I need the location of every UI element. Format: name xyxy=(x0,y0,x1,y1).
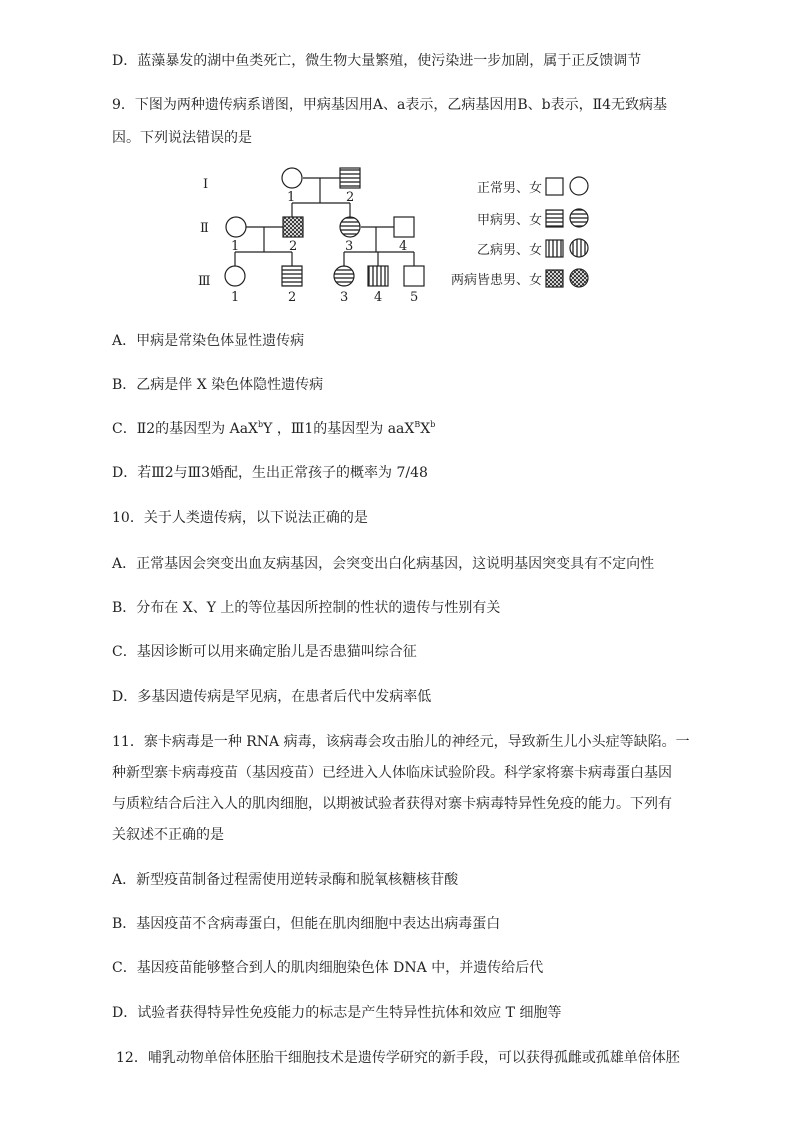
gen-label-2: Ⅱ xyxy=(200,221,209,236)
q11-option-b: B．基因疫苗不含病毒蛋白，但能在肌肉细胞中表达出病毒蛋白 xyxy=(112,916,501,932)
q10-stem: 10．关于人类遗传病，以下说法正确的是 xyxy=(112,510,368,526)
label-III-2: 2 xyxy=(288,290,297,305)
q11-stem-line-1: 11．寨卡病毒是一种 RNA 病毒，该病毒会攻击胎儿的神经元，导致新生儿小头症等缺陷。一 xyxy=(112,734,690,750)
legend-yi-female-icon xyxy=(570,239,588,257)
individual-III-3 xyxy=(334,266,354,286)
legend-normal-label: 正常男、女 xyxy=(476,181,542,196)
legend-yi-male-icon xyxy=(546,240,563,257)
q11-option-d: D．试验者获得特异性免疫能力的标志是产生特异性抗体和效应 T 细胞等 xyxy=(112,1005,562,1021)
individual-II-4 xyxy=(394,217,414,237)
legend-jia-male-icon xyxy=(546,210,563,227)
q10-option-c: C．基因诊断可以用来确定胎儿是否患猫叫综合征 xyxy=(112,644,417,660)
legend-both-female-icon xyxy=(570,269,588,287)
legend-both-label: 两病皆患男、女 xyxy=(450,273,542,288)
individual-I-1 xyxy=(282,168,302,188)
legend-normal-female-icon xyxy=(570,177,588,195)
individual-III-5 xyxy=(404,266,424,286)
q9-option-b: B．乙病是伴 X 染色体隐性遗传病 xyxy=(112,377,324,393)
pedigree-diagram xyxy=(195,160,605,310)
q10-option-d: D．多基因遗传病是罕见病，在患者后代中发病率低 xyxy=(112,689,432,705)
q11-option-a: A．新型疫苗制备过程需使用逆转录酶和脱氧核糖核苷酸 xyxy=(112,872,459,888)
q8-option-d: D．蓝藻暴发的湖中鱼类死亡，微生物大量繁殖，使污染进一步加剧，属于正反馈调节 xyxy=(112,53,642,69)
label-III-3: 3 xyxy=(340,290,349,305)
q9-stem-line-1: 9．下图为两种遗传病系谱图，甲病基因用A、a表示，乙病基因用B、b表示，Ⅱ4无致病基 xyxy=(112,97,668,113)
q9-option-d: D．若Ⅲ2与Ⅲ3婚配，生出正常孩子的概率为 7/48 xyxy=(112,465,428,481)
label-III-1: 1 xyxy=(231,290,240,305)
q11-stem-line-4: 关叙述不正确的是 xyxy=(112,827,224,843)
gen-label-3: Ⅲ xyxy=(198,274,211,289)
label-I-1: 1 xyxy=(287,190,296,205)
q11-stem-line-3: 与质粒结合后注入人的肌肉细胞，以期被试验者获得对寨卡病毒特异性免疫的能力。下列有 xyxy=(112,796,672,812)
label-I-2: 2 xyxy=(346,190,355,205)
q10-option-a: A．正常基因会突变出血友病基因，会突变出白化病基因，这说明基因突变具有不定向性 xyxy=(112,556,655,572)
individual-III-4 xyxy=(368,266,388,286)
q12-stem-line-1: 12．哺乳动物单倍体胚胎干细胞技术是遗传学研究的新手段，可以获得孤雌或孤雄单倍体胚 xyxy=(116,1050,680,1066)
gen-label-1: Ⅰ xyxy=(203,177,209,192)
q10-option-b: B．分布在 X、Y 上的等位基因所控制的性状的遗传与性别有关 xyxy=(112,600,501,616)
q9-stem-line-2: 因。下列说法错误的是 xyxy=(112,130,252,146)
legend-jia-label: 甲病男、女 xyxy=(476,213,542,228)
individual-I-2 xyxy=(340,168,360,188)
label-II-1: 1 xyxy=(231,239,240,254)
individual-II-3 xyxy=(340,217,360,237)
individual-II-1 xyxy=(226,217,246,237)
legend-both-male-icon xyxy=(546,270,563,287)
legend-jia-female-icon xyxy=(570,209,588,227)
label-II-3: 3 xyxy=(345,239,354,254)
q11-stem-line-2: 种新型寨卡病毒疫苗（基因疫苗）已经进入人体临床试验阶段。科学家将寨卡病毒蛋白基因 xyxy=(112,765,672,781)
q9-option-c: C．Ⅱ2的基因型为 AaX$^b$Y ，Ⅲ1的基因型为 $aaX^BX^b$ xyxy=(112,420,436,437)
label-II-4: 4 xyxy=(399,239,408,254)
individual-II-2 xyxy=(283,217,303,237)
q9-option-a: A．甲病是常染色体显性遗传病 xyxy=(112,333,305,349)
legend-normal-male-icon xyxy=(546,178,563,195)
individual-III-2 xyxy=(282,266,302,286)
q11-option-c: C．基因疫苗能够整合到人的肌肉细胞染色体 DNA 中，并遗传给后代 xyxy=(112,960,544,976)
legend-yi-label: 乙病男、女 xyxy=(476,243,542,258)
label-III-4: 4 xyxy=(374,290,383,305)
label-III-5: 5 xyxy=(410,290,419,305)
label-II-2: 2 xyxy=(289,239,298,254)
individual-III-1 xyxy=(225,266,245,286)
